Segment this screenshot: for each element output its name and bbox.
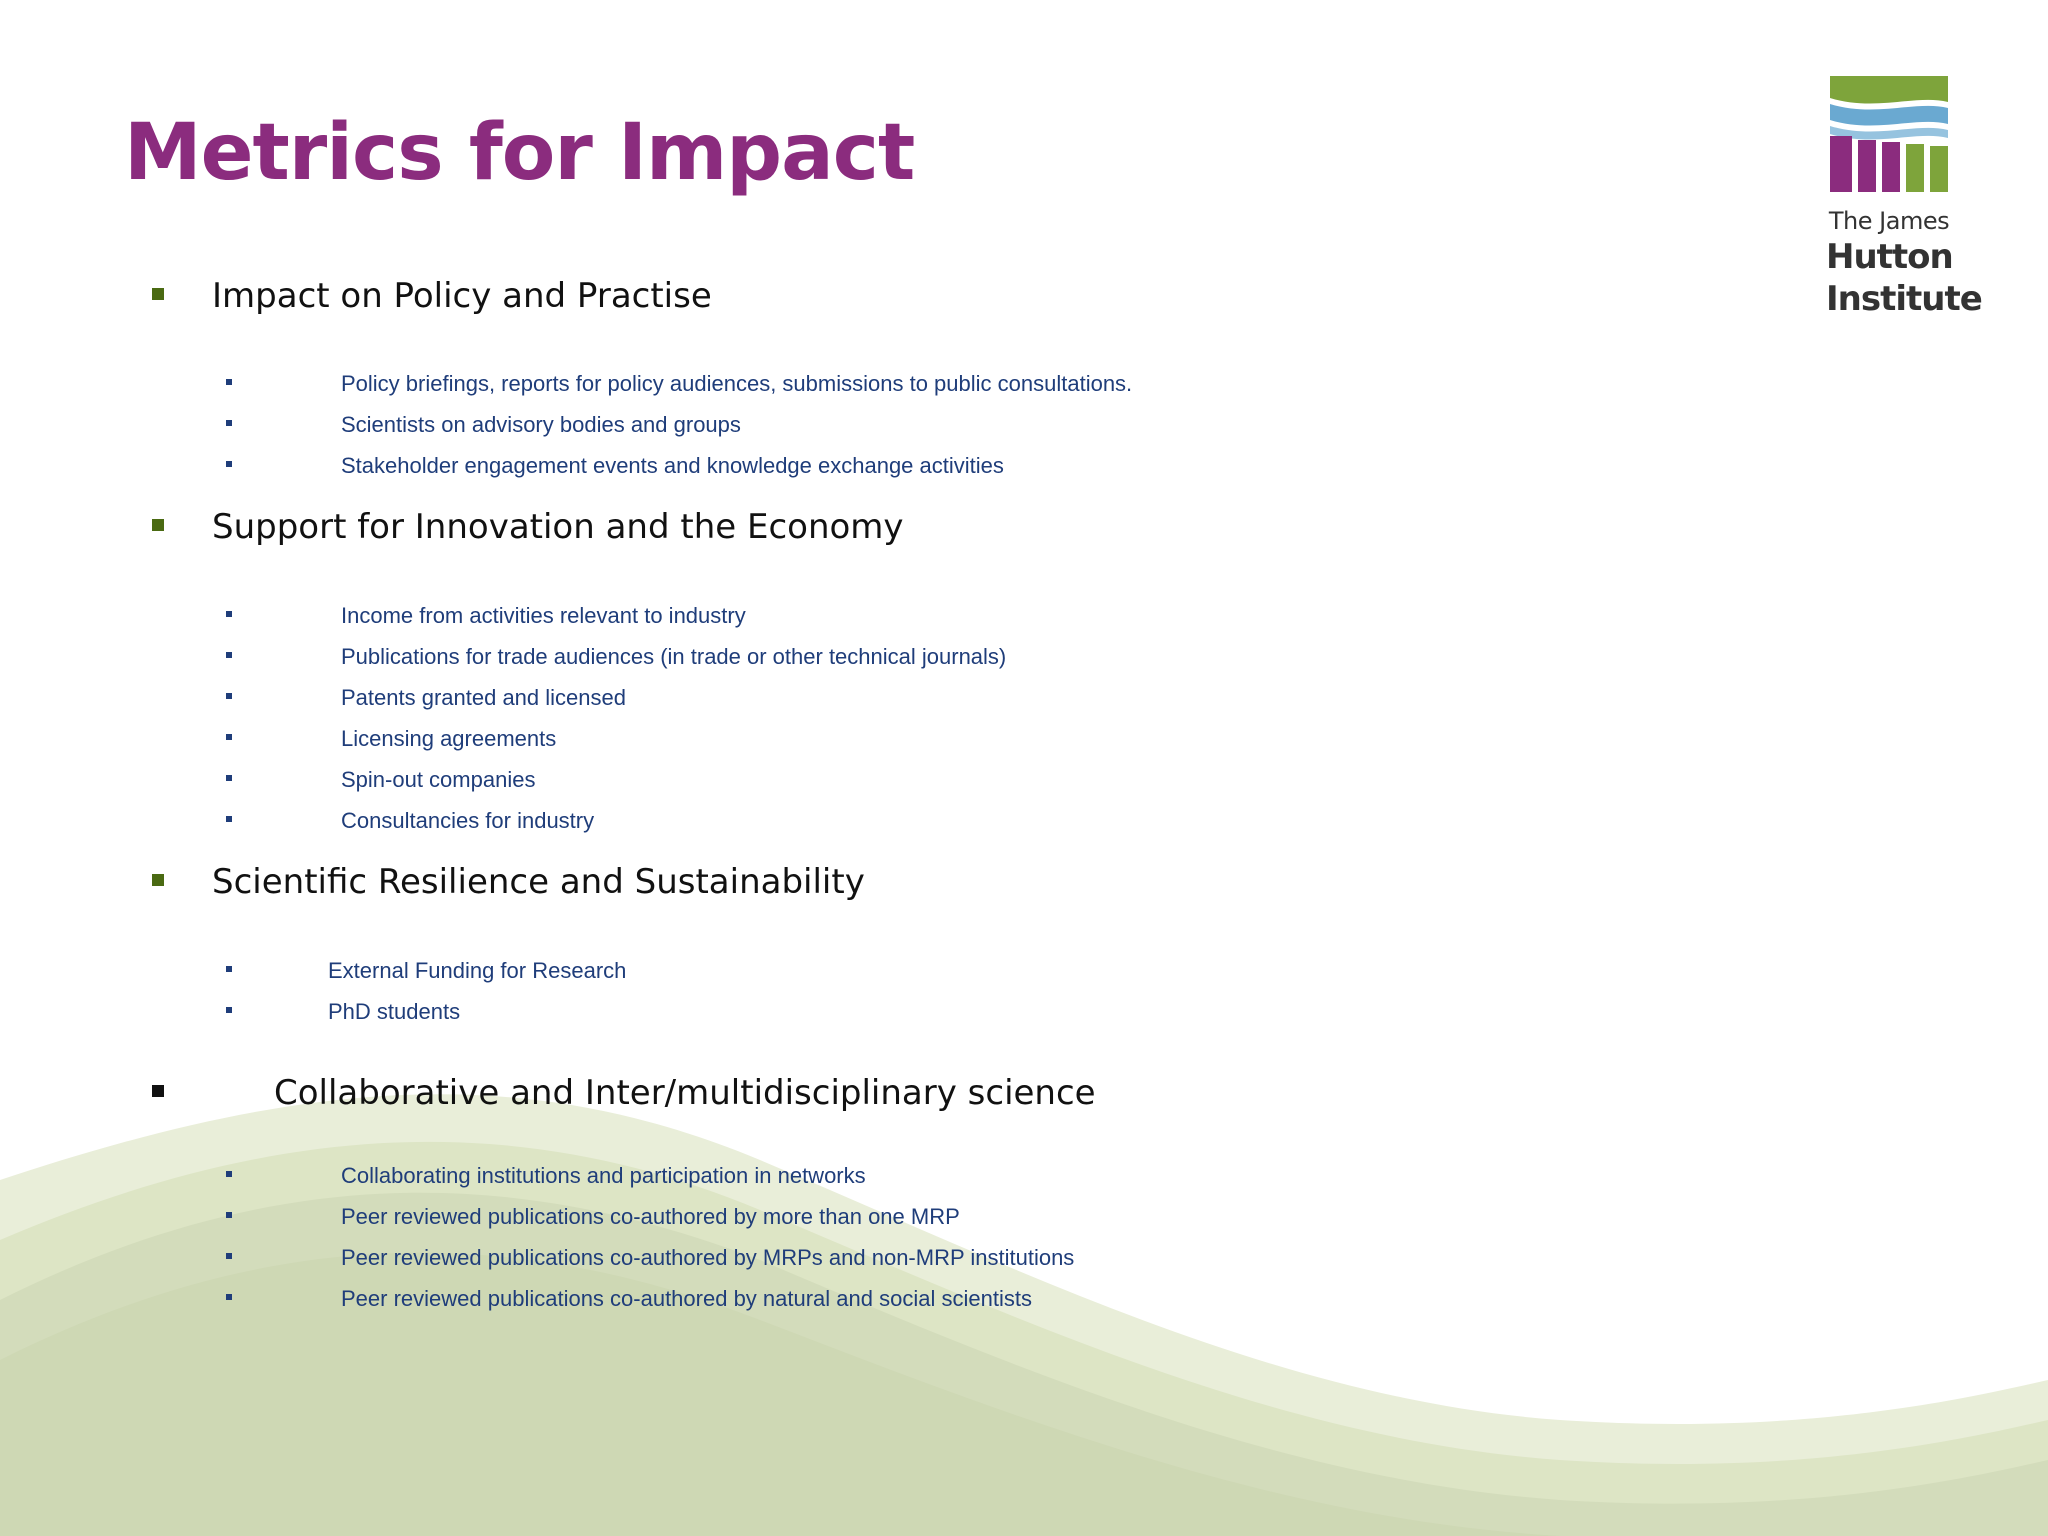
sub-bullet-icon (226, 966, 232, 972)
section-bullet-icon (152, 874, 164, 886)
section-heading: Collaborative and Inter/multidisciplinary science (274, 1073, 1096, 1113)
sub-bullet-icon (226, 652, 232, 658)
logo-emblem-icon (1826, 72, 1952, 196)
list-item: Licensing agreements (341, 726, 557, 751)
list-item: Peer reviewed publications co-authored by natural and social scientists (341, 1286, 1032, 1311)
list-item: Policy briefings, reports for policy audiences, submissions to public consultations. (341, 371, 1133, 396)
list-item: Spin-out companies (341, 767, 536, 792)
list-item: External Funding for Research (328, 958, 627, 983)
list-item: Patents granted and licensed (341, 685, 626, 710)
james-hutton-institute-logo (1826, 72, 1982, 332)
list-item: Consultancies for industry (341, 808, 595, 833)
section-heading: Impact on Policy and Practise (212, 276, 712, 316)
sub-bullet-icon (226, 693, 232, 699)
logo-text-line3: Institute (1826, 279, 1982, 319)
sub-bullet-icon (226, 420, 232, 426)
section-heading: Support for Innovation and the Economy (212, 507, 904, 547)
sub-bullet-icon (226, 1253, 232, 1259)
list-item: Stakeholder engagement events and knowledge exchange activities (341, 453, 1004, 478)
list-item: Collaborating institutions and participation in networks (341, 1163, 866, 1188)
section-bullet-icon (152, 288, 164, 300)
sub-bullet-icon (226, 379, 232, 385)
list-item: Income from activities relevant to industry (341, 603, 746, 628)
sub-bullet-icon (226, 1212, 232, 1218)
list-item: Scientists on advisory bodies and groups (341, 412, 741, 437)
sub-bullet-icon (226, 775, 232, 781)
slide-title: Metrics for Impact (124, 108, 915, 198)
list-item: Peer reviewed publications co-authored by MRPs and non-MRP institutions (341, 1245, 1075, 1270)
sub-bullet-icon (226, 734, 232, 740)
section-bullet-icon (152, 1085, 164, 1097)
list-item: Publications for trade audiences (in trade or other technical journals) (341, 644, 1007, 669)
sub-bullet-icon (226, 816, 232, 822)
sub-bullet-icon (226, 1171, 232, 1177)
list-item: PhD students (328, 999, 461, 1024)
sub-bullet-icon (226, 611, 232, 617)
list-item: Peer reviewed publications co-authored by more than one MRP (341, 1204, 960, 1229)
logo-text-line2: Hutton (1826, 237, 1953, 277)
sub-bullet-icon (226, 1294, 232, 1300)
logo-text-line1: The James (1828, 207, 1950, 235)
sub-bullet-icon (226, 461, 232, 467)
section-heading: Scientific Resilience and Sustainability (212, 862, 865, 902)
sub-bullet-icon (226, 1007, 232, 1013)
section-bullet-icon (152, 519, 164, 531)
